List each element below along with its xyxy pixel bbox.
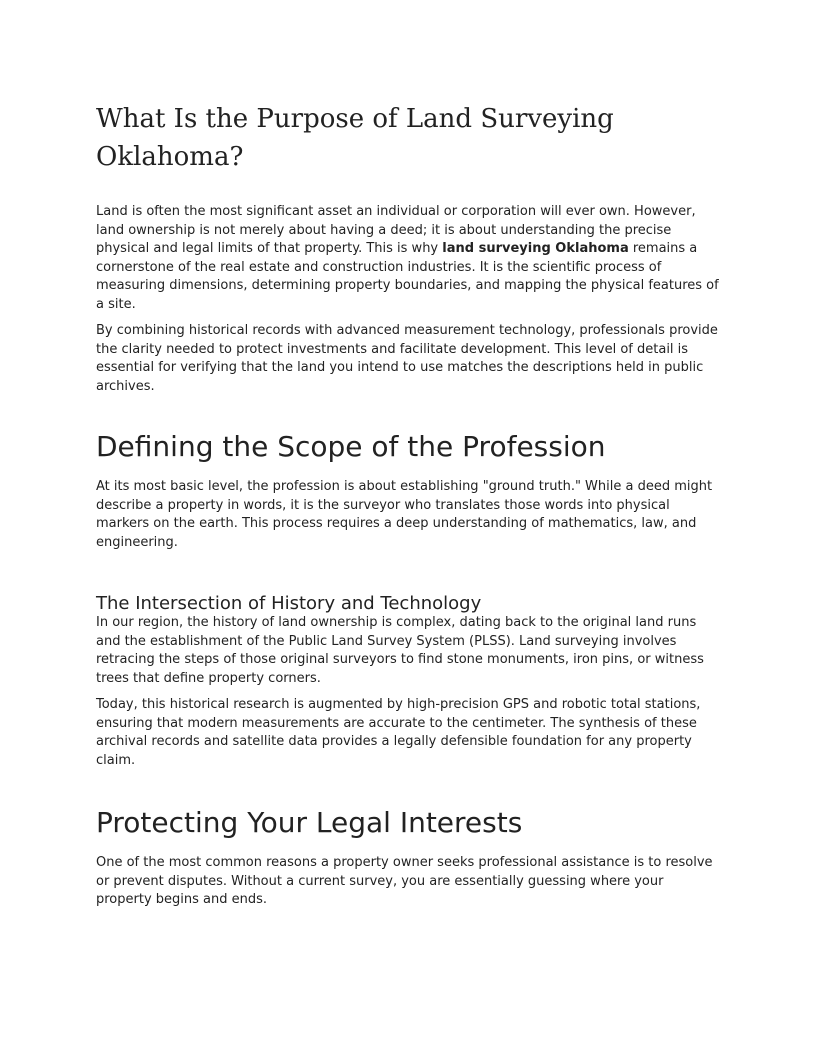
legal-paragraph: One of the most common reasons a property owner seeks professional assistance is to resolve or prevent disputes. Without a current survey, you are essentially guessing where your property begins and ends. — [96, 855, 713, 907]
page-title: What Is the Purpose of Land Surveying Oklahoma? — [96, 104, 614, 172]
subheading-history-technology: The Intersection of History and Technology — [96, 593, 482, 614]
intro-text-start: Land is often the most significant asset an individual or corporation will ever own. However, land ownership is not merely about having a deed; it is about understanding the precise physical and legal limits of that property. This is why — [96, 204, 696, 256]
spacer — [96, 778, 720, 806]
spacer — [96, 404, 720, 430]
intro-paragraph-2: By combining historical records with advanced measurement technology, professionals provide the clarity needed to protect investments and facilitate development. This level of detail is essential for verifying that the land you intend to use matches the descriptions held in public archives. — [96, 323, 718, 394]
history-paragraph: In our region, the history of land ownership is complex, dating back to the original land runs and the establishment of the Public Land Survey System (PLSS). Land surveying involves retracing the steps of those original surveyors to find stone monuments, iron pins, or witness trees that define property corners. — [96, 615, 704, 686]
intro-paragraph-1 — [96, 203, 720, 314]
section-heading-scope: Defining the Scope of the Profession — [96, 430, 606, 463]
technology-paragraph: Today, this historical research is augmented by high-precision GPS and robotic total stations, ensuring that modern measurements are accurate to the centimeter. The synthesis of these archival records and satellite data provides a legally defensible foundation for any property claim. — [96, 697, 701, 768]
section-heading-legal: Protecting Your Legal Interests — [96, 806, 523, 839]
spacer — [96, 560, 720, 594]
document-page — [96, 100, 720, 918]
scope-paragraph: At its most basic level, the profession is about establishing "ground truth." While a deed might describe a property in words, it is the surveyor who translates those words into physical markers on the earth. This process requires a deep understanding of mathematics, law, and engineering. — [96, 479, 713, 550]
intro-text-end: remains a cornerstone of the real estate and construction industries. It is the scientific process of measuring dimensions, determining property boundaries, and mapping the physical features of a site. — [96, 241, 719, 312]
keyword-bold: land surveying Oklahoma — [442, 241, 629, 256]
